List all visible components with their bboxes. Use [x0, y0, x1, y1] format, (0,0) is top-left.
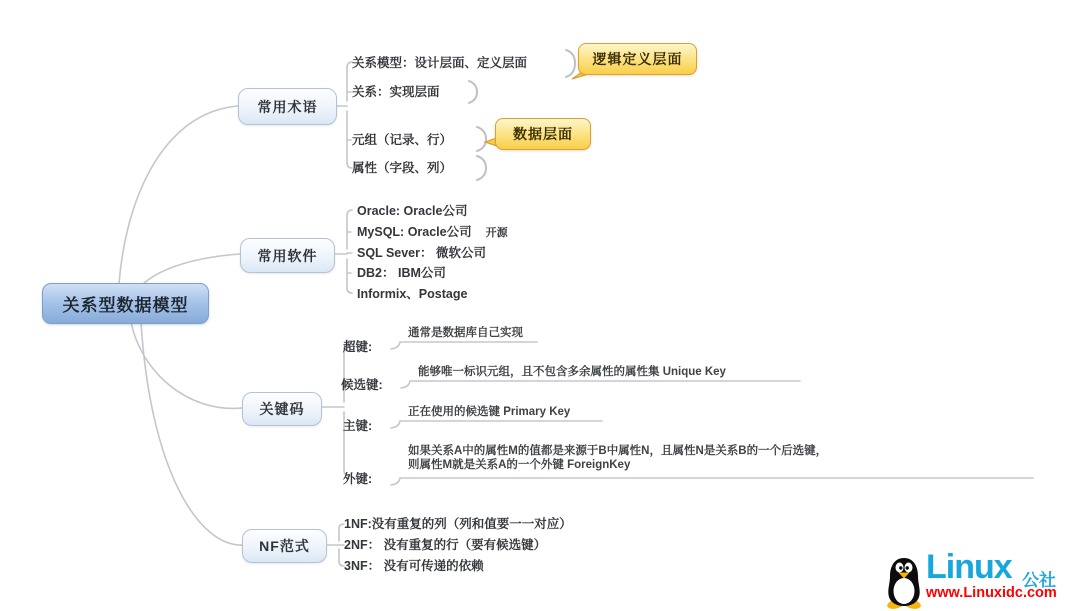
- branch-node-common-software[interactable]: [240, 238, 335, 273]
- topic-oracle[interactable]: Oracle: Oracle公司: [357, 204, 468, 218]
- callout-label: 逻辑定义层面: [592, 51, 683, 67]
- key-label-superkey[interactable]: 超键:: [343, 340, 373, 354]
- key-label-candidate[interactable]: 候选键:: [341, 378, 383, 392]
- topic-informix[interactable]: Informix、Postage: [357, 287, 468, 301]
- root-node[interactable]: [42, 283, 209, 324]
- branch-node-nf[interactable]: [242, 529, 327, 563]
- branch-node-common-terms[interactable]: [238, 88, 337, 125]
- topic-mysql[interactable]: [357, 225, 508, 240]
- underline-superkey: [391, 342, 537, 349]
- topic-mysql-text: MySQL: Oracle公司: [357, 225, 472, 239]
- topic-mysql-note: 开源: [485, 227, 508, 239]
- callout-logic-definition-layer[interactable]: [578, 43, 697, 75]
- underline-foreign: [391, 478, 1033, 485]
- callout-label: 数据层面: [513, 126, 573, 142]
- key-desc-foreign-line2: 则属性M就是关系A的一个外键 ForeignKey: [408, 459, 631, 471]
- watermark-url[interactable]: www.Linuxidc.com: [926, 585, 1057, 601]
- topic-3nf[interactable]: 3NF： 没有可传递的依赖: [344, 559, 484, 573]
- key-desc-primary[interactable]: 正在使用的候选键 Primary Key: [408, 406, 571, 418]
- branch-label: NF范式: [259, 538, 310, 554]
- topic-relation-model[interactable]: 关系模型：设计层面、定义层面: [352, 56, 528, 70]
- underline-candidate: [401, 381, 800, 388]
- root-node-label: 关系型数据模型: [62, 296, 189, 315]
- topic-relation[interactable]: 关系：实现层面: [352, 85, 440, 99]
- bracket-nf: [325, 524, 344, 566]
- key-desc-superkey[interactable]: 通常是数据库自己实现: [408, 327, 523, 339]
- connector-root-to-terms: [119, 106, 238, 284]
- topic-db2[interactable]: DB2： IBM公司: [357, 266, 446, 280]
- key-desc-foreign[interactable]: [408, 444, 827, 472]
- linuxidc-watermark: [882, 548, 1068, 608]
- branch-node-keys[interactable]: [242, 392, 322, 426]
- underline-primary: [391, 421, 602, 428]
- summary-paren-relation: [469, 81, 477, 103]
- branch-label: 常用术语: [257, 98, 318, 115]
- topic-2nf[interactable]: 2NF： 没有重复的行（要有候选键）: [344, 538, 547, 552]
- bracket-software: [333, 210, 352, 293]
- tux-penguin-icon: [882, 554, 926, 610]
- topic-attribute[interactable]: 属性（字段、列）: [352, 161, 453, 175]
- topic-tuple[interactable]: 元组（记录、行）: [352, 133, 453, 147]
- callout-data-layer[interactable]: [495, 118, 591, 150]
- branch-label: 关键码: [259, 401, 305, 417]
- key-desc-candidate[interactable]: 能够唯一标识元组，且不包含多余属性的属性集 Unique Key: [418, 366, 726, 378]
- branch-label: 常用软件: [257, 247, 318, 264]
- key-label-foreign[interactable]: 外键:: [343, 472, 373, 486]
- topic-1nf[interactable]: 1NF:没有重复的列（列和值要一一对应）: [344, 517, 572, 531]
- watermark-brand: Linux: [926, 548, 1012, 586]
- topic-sqlserver[interactable]: SQL Sever： 微软公司: [357, 246, 486, 260]
- connector-root-to-keys: [131, 322, 242, 408]
- bracket-terms: [335, 62, 352, 168]
- connector-root-to-software: [143, 254, 240, 284]
- connector-root-to-nf: [141, 322, 245, 545]
- bracket-keys: [320, 343, 350, 476]
- summary-paren-attribute: [477, 156, 486, 180]
- watermark-suffix: 公社: [1022, 571, 1056, 590]
- summary-paren-tuple: [477, 127, 486, 151]
- key-desc-foreign-line1: 如果关系A中的属性M的值都是来源于B中属性N，且属性N是关系B的一个后选键，: [408, 445, 828, 457]
- key-label-primary[interactable]: 主键:: [343, 419, 373, 433]
- summary-paren-model: [566, 50, 575, 77]
